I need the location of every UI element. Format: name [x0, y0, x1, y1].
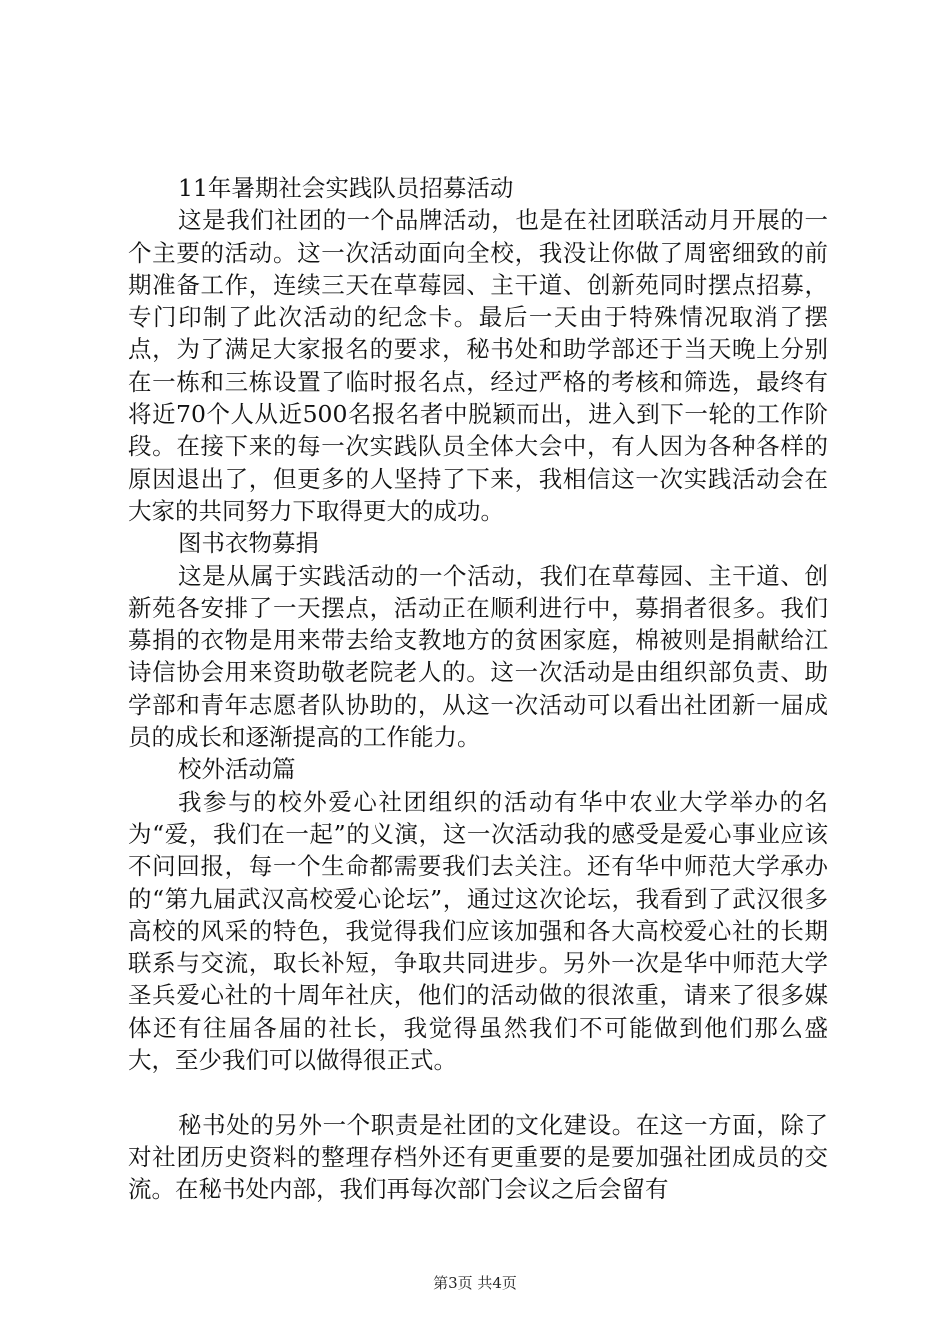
paragraph-external-activities: 我参与的校外爱心社团组织的活动有华中农业大学举办的名为“爱，我们在一起”的义演，这一次活动我的感受是爱心事业应该不问回报，每一个生命都需要我们去关注。还有华中师范大学承办的“第九届武汉高校爱心论坛”，通过这次论坛，我看到了武汉很多高校的风采的特色，我觉得我们应该加强和各大高校爱心社的长期联系与交流，取长补短，争取共同进步。另外一次是华中师范大学圣兵爱心社的十周年社庆，他们的活动做的很浓重，请来了很多媒体还有往届各届的社长，我觉得虽然我们不可能做到他们那么盛大，至少我们可以做得很正式。 — [128, 787, 828, 1075]
paragraph-spacer — [128, 1076, 828, 1108]
section-heading-external-activities: 校外活动篇 — [178, 755, 296, 784]
paragraph-secretariat-culture: 秘书处的另外一个职责是社团的文化建设。在这一方面，除了对社团历史资料的整理存档外还有更重要的是要加强社团成员的交流。在秘书处内部，我们再每次部门会议之后会留有 — [128, 1110, 828, 1204]
page-number-footer: 第3页 共4页 — [433, 1274, 517, 1292]
section-heading-donation: 图书衣物募捐 — [178, 529, 319, 558]
paragraph-summer-recruitment: 这是我们社团的一个品牌活动，也是在社团联活动月开展的一个主要的活动。这一次活动面向全校，我没让你做了周密细致的前期准备工作，连续三天在草莓园、主干道、创新苑同时摆点招募，专门印制了此次活动的纪念卡。最后一天由于特殊情况取消了摆点，为了满足大家报名的要求，秘书处和助学部还于当天晚上分别在一栋和三栋设置了临时报名点，经过严格的考核和筛选，最终有将近70个人从近500名报名者中脱颖而出，进入到下一轮的工作阶段。在接下来的每一次实践队员全体大会中，有人因为各种各样的原因退出了，但更多的人坚持了下来，我相信这一次实践活动会在大家的共同努力下取得更大的成功。 — [128, 206, 828, 525]
document-body — [128, 172, 828, 1206]
section-heading-summer-recruitment: 11年暑期社会实践队员招募活动 — [178, 174, 514, 202]
paragraph-donation: 这是从属于实践活动的一个活动，我们在草莓园、主干道、创新苑各安排了一天摆点，活动正在顺利进行中，募捐者很多。我们募捐的衣物是用来带去给支教地方的贫困家庭，棉被则是捐献给江诗信协会用来资助敬老院老人的。这一次活动是由组织部负责、助学部和青年志愿者队协助的，从这一次活动可以看出社团新一届成员的成长和逐渐提高的工作能力。 — [128, 561, 828, 752]
